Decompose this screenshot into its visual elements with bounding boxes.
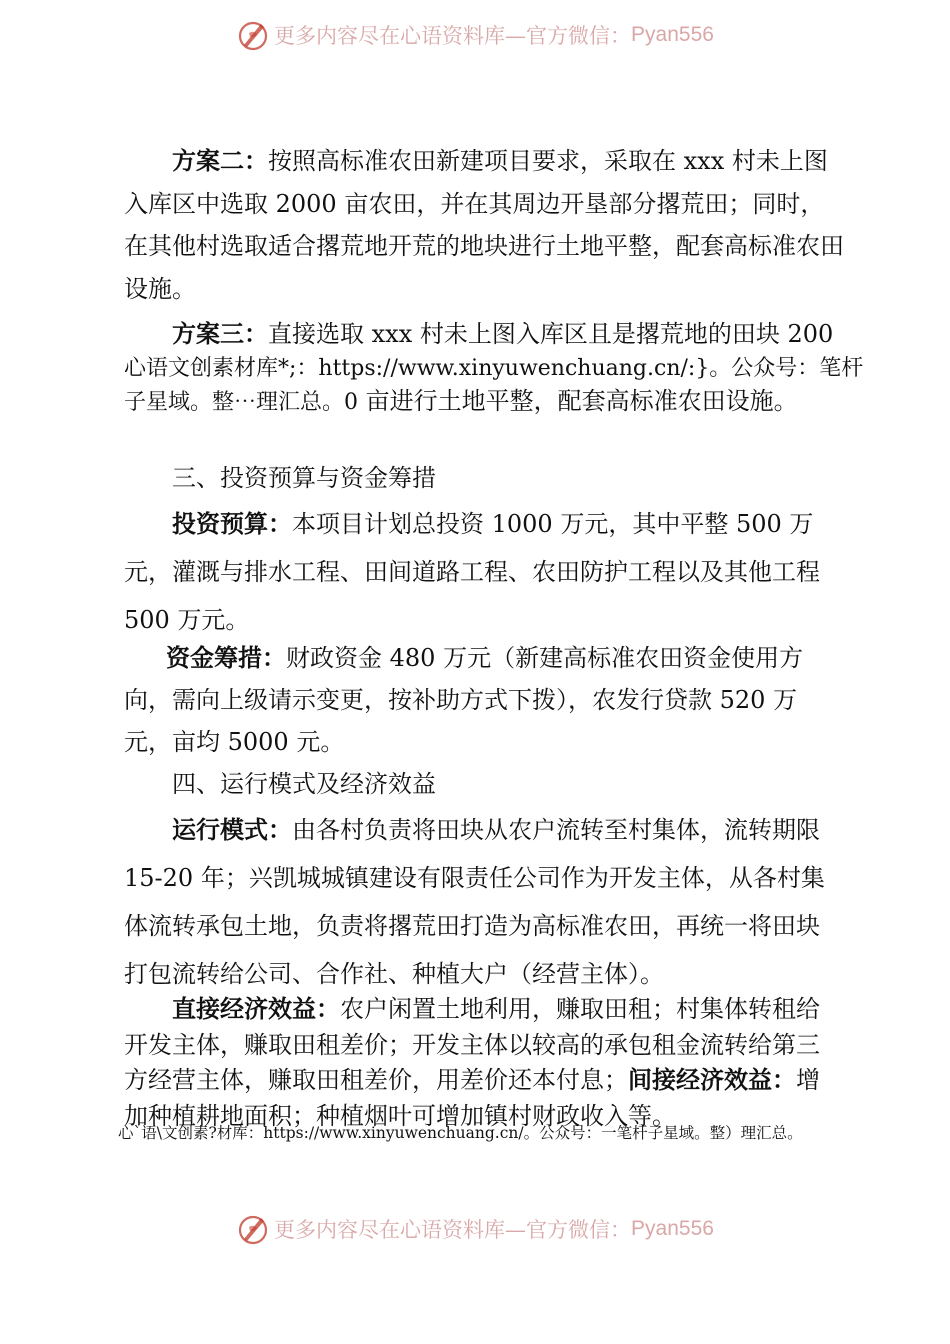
- funding-label: 资金筹措：: [166, 644, 286, 672]
- investment-budget-label: 投资预算：: [172, 510, 292, 538]
- source-note: 心`语\文创素?材库：https://www.xinyuwenchuang.cn/。公众号：一笔杆子星域。整）理汇总。: [118, 1124, 803, 1142]
- pen-logo-icon: [236, 1212, 270, 1246]
- direct-benefit-text: 农户闲置土地利用，赚取田租；村集体转租给开发主体，赚取田租差价；开发主体以较高的承包租金流转给第三方经营主体，赚取田租差价，用差价还本付息；: [124, 995, 820, 1094]
- paragraph-economic-benefit: [124, 992, 824, 1134]
- paragraph-operation-mode: [124, 806, 834, 998]
- header-watermark: [0, 15, 950, 55]
- watermark-text: 更多内容尽在心语资料库—官方微信：: [274, 1218, 632, 1242]
- plan-three-text-a: 直接选取 xxx 村未上图入库区且是撂荒地的田块 200: [268, 320, 834, 348]
- plan-three-text-b: 心语文创素材库*;：https://www.xinyuwenchuang.cn/:}。公众号：笔杆子星域。整⋯理汇总。0: [124, 356, 864, 415]
- pen-logo-icon: [236, 18, 270, 52]
- watermark-wechat-id: Pyan556: [631, 1217, 714, 1240]
- plan-three-text-c: 亩进行土地平整，配套高标准农田设施。: [358, 387, 798, 415]
- paragraph-investment-budget: [124, 500, 834, 644]
- section-heading-investment: 三、投资预算与资金筹措: [172, 464, 436, 492]
- section-heading-operation: 四、运行模式及经济效益: [172, 770, 436, 798]
- paragraph-funding: [124, 637, 834, 763]
- funding-text: 财政资金 480 万元（新建高标准农田资金使用方向，需向上级请示变更，按补助方式下拨），农发行贷款 520 万元，亩均 5000 元。: [124, 644, 804, 756]
- paragraph-plan-two: [124, 140, 844, 310]
- investment-budget-text: 本项目计划总投资 1000 万元，其中平整 500 万元，灌溉与排水工程、田间道路工程、农田防护工程以及其他工程 500 万元。: [124, 510, 820, 634]
- paragraph-plan-three: [124, 318, 864, 419]
- watermark-wechat-id: Pyan556: [631, 23, 714, 46]
- indirect-benefit-label: 间接经济效益：: [628, 1066, 796, 1094]
- indirect-benefit-text: 增加种植耕地面积；种植烟叶可增加镇村财政收入等。: [124, 1066, 820, 1130]
- operation-mode-text: 由各村负责将田块从农户流转至村集体，流转期限 15-20 年；兴凯城城镇建设有限责任公司作为开发主体，从各村集体流转承包土地，负责将撂荒田打造为高标准农田，再统一将田块打包流转给公司、合作社、种植大户（经营主体）。: [124, 816, 825, 988]
- footer-watermark: [0, 1209, 950, 1249]
- operation-mode-label: 运行模式：: [172, 816, 292, 844]
- plan-three-label: 方案三：: [172, 320, 268, 348]
- watermark-text: 更多内容尽在心语资料库—官方微信：: [274, 24, 632, 48]
- direct-benefit-label: 直接经济效益：: [172, 995, 340, 1023]
- plan-two-label: 方案二：: [172, 147, 268, 175]
- plan-two-text: 按照高标准农田新建项目要求，采取在 xxx 村未上图入库区中选取 2000 亩农田，并在其周边开垦部分撂荒田；同时，在其他村选取适合撂荒地开荒的地块进行土地平整，配套高标准农田设施。: [124, 147, 844, 303]
